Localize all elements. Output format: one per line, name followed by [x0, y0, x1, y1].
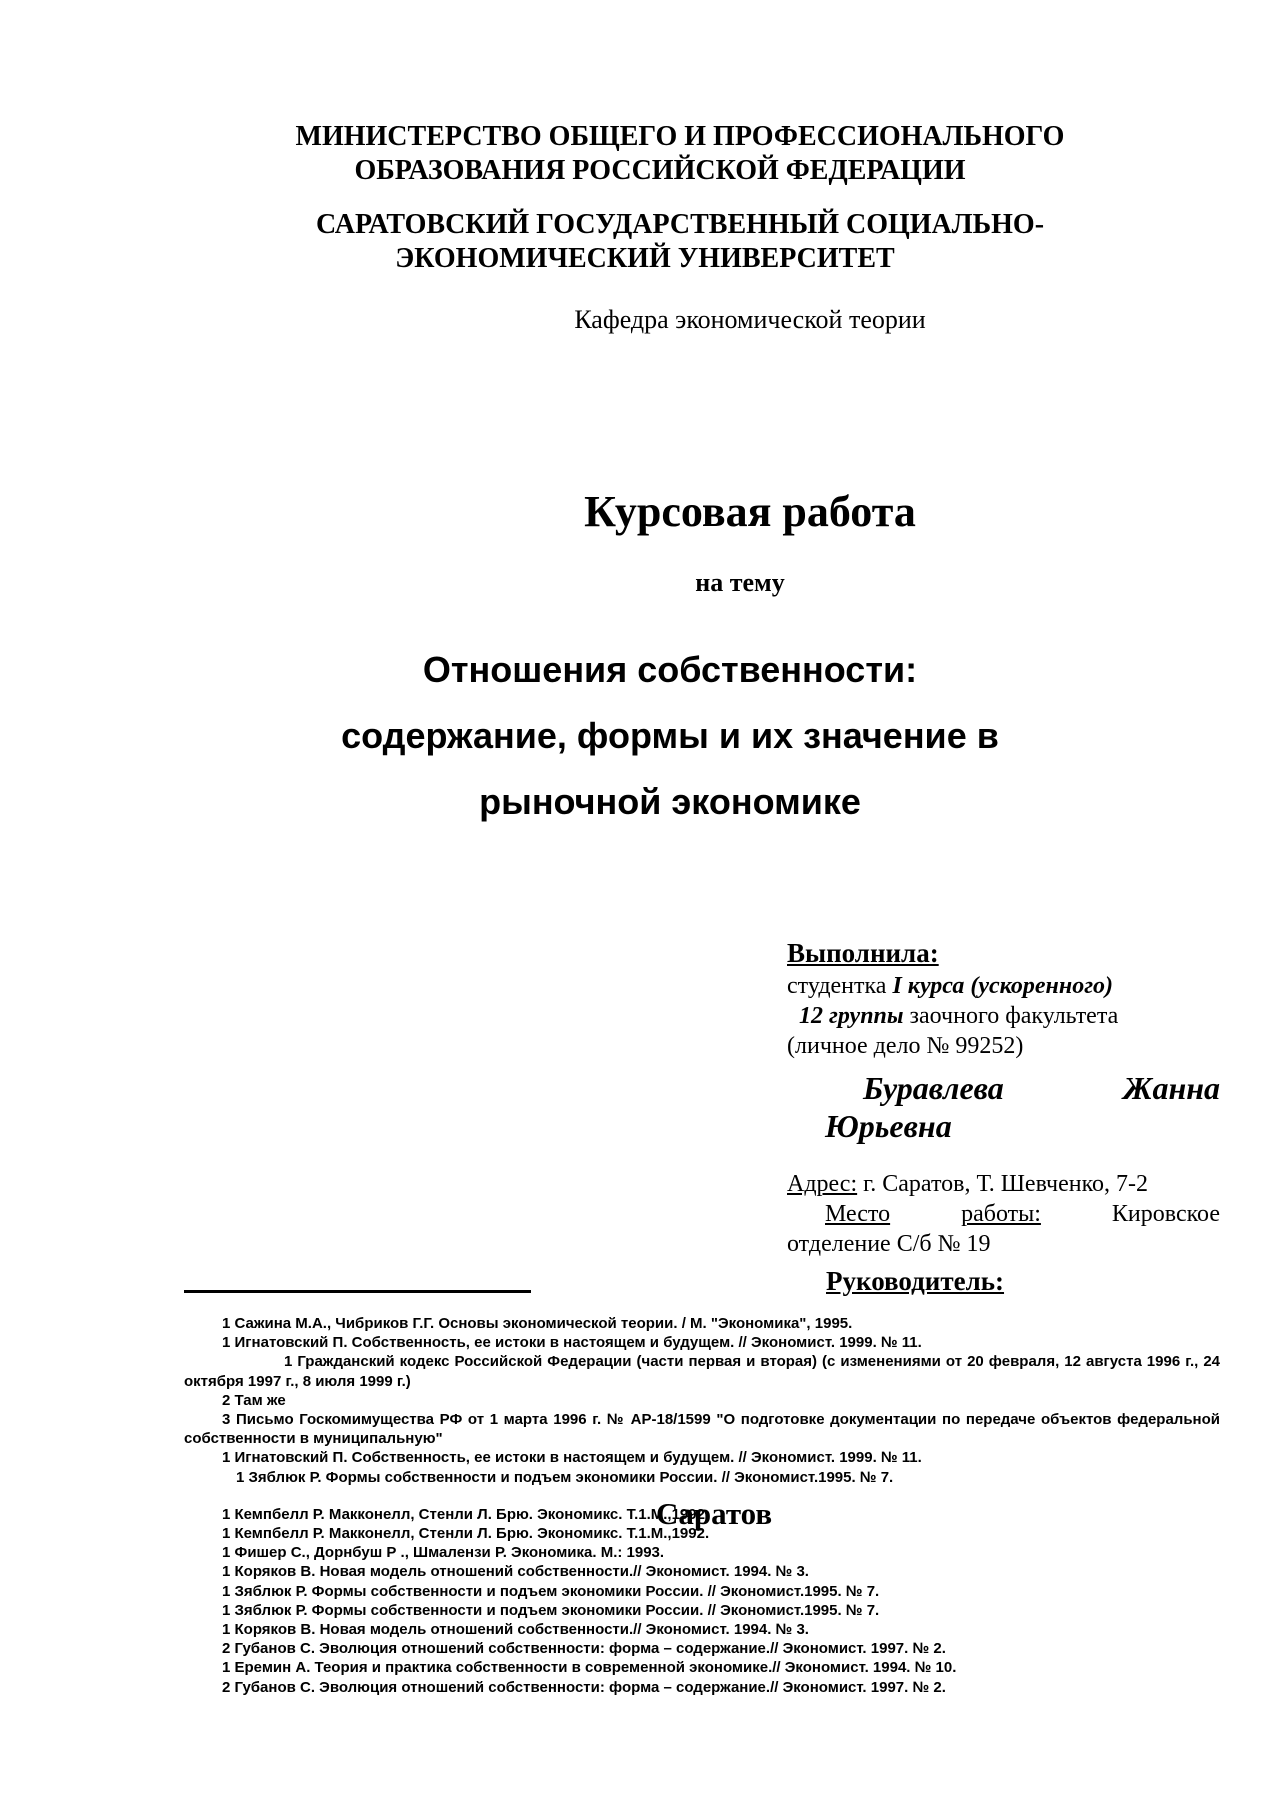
- author-surname: Буравлева: [863, 1070, 1004, 1106]
- course-value: I курса (ускоренного): [892, 973, 1114, 999]
- footnote-separator: [184, 1290, 531, 1293]
- university-heading: [180, 208, 1180, 276]
- footnote: 1 Кемпбелл Р. Макконелл, Стенли Л. Брю. Экономикс. Т.1.М.,1992.: [222, 1525, 710, 1543]
- work-label-1: Место: [825, 1201, 891, 1227]
- department-name: Кафедра экономической теории: [574, 305, 926, 334]
- topic-line-2: содержание, формы и их значение в: [341, 715, 999, 756]
- footnote: 1 Коряков В. Новая модель отношений собственности.// Экономист. 1994. № 3.: [222, 1563, 809, 1581]
- footnote: 2 Губанов С. Эволюция отношений собственности: форма – содержание.// Экономист. 1997. № 2.: [222, 1640, 946, 1658]
- footnote: 1 Еремин А. Теория и практика собственности в современной экономике.// Экономист. 1994. № 10.: [222, 1659, 957, 1677]
- author-patronymic: Юрьевна: [825, 1108, 952, 1144]
- group-value: 12 группы: [799, 1003, 904, 1029]
- footnote: 1 Сажина М.А., Чибриков Г.Г. Основы экономической теории. / М. "Экономика", 1995.: [222, 1315, 853, 1332]
- footnote: 1 Игнатовский П. Собственность, ее истоки в настоящем и будущем. // Экономист. 1999. № 11.: [222, 1449, 922, 1467]
- address-line: [787, 1169, 1220, 1199]
- author-group-line: [787, 1001, 1220, 1031]
- footnote: 1 Зяблюк Р. Формы собственности и подъем экономики России. // Экономист.1995. № 7.: [222, 1601, 880, 1619]
- footnote: 1 Фишер С., Дорнбуш Р ., Шмалензи Р. Экономика. М.: 1993.: [222, 1544, 665, 1562]
- ministry-line-1: МИНИСТЕРСТВО ОБЩЕГО И ПРОФЕССИОНАЛЬНОГО: [295, 121, 1065, 152]
- topic-line-1: Отношения собственности:: [422, 649, 918, 690]
- on-theme-label: на тему: [695, 568, 785, 597]
- ministry-line-2: ОБРАЗОВАНИЯ РОССИЙСКОЙ ФЕДЕРАЦИИ: [354, 155, 966, 186]
- footnote: 1 Зяблюк Р. Формы собственности и подъем экономики России. // Экономист.1995. № 7.: [236, 1468, 894, 1486]
- topic-title: [260, 637, 1080, 835]
- document-title: Курсовая работа: [584, 487, 916, 536]
- work-line: [787, 1199, 1220, 1229]
- author-heading: Выполнила:: [787, 938, 939, 968]
- student-prefix: студентка: [787, 973, 893, 999]
- personal-record: (личное дело № 99252): [787, 1033, 1024, 1059]
- university-line-1: САРАТОВСКИЙ ГОСУДАРСТВЕННЫЙ СОЦИАЛЬНО-: [315, 209, 1045, 240]
- address-value: г. Саратов, Т. Шевченко, 7-2: [857, 1171, 1148, 1197]
- author-first-name: Жанна: [1123, 1070, 1220, 1106]
- ministry-heading: [180, 120, 1180, 188]
- footnote: 1 Коряков В. Новая модель отношений собственности.// Экономист. 1994. № 3.: [222, 1621, 809, 1639]
- work-value-1: Кировское: [1111, 1201, 1220, 1227]
- city-label: Саратов: [656, 1496, 773, 1531]
- work-label-2: работы:: [961, 1201, 1041, 1227]
- footnote: 1 Зяблюк Р. Формы собственности и подъем экономики России. // Экономист.1995. № 7.: [222, 1582, 880, 1600]
- footnote: 2 Губанов С. Эволюция отношений собственности: форма – содержание.// Экономист. 1997. № 2.: [222, 1678, 946, 1696]
- footnote: 3 Письмо Госкомимущества РФ от 1 марта 1996 г. № АР-18/1599 "О подготовке документации по передаче объектов федеральной собственности в муниципальную": [184, 1411, 1220, 1448]
- university-line-2: ЭКОНОМИЧЕСКИЙ УНИВЕРСИТЕТ: [395, 243, 895, 274]
- supervisor-label: Руководитель:: [826, 1266, 1005, 1296]
- footnote: 1 Игнатовский П. Собственность, ее истоки в настоящем и будущем. // Экономист. 1999. № 11.: [222, 1334, 922, 1352]
- footnote: 2 Там же: [222, 1391, 286, 1409]
- footnote: 1 Кемпбелл Р. Макконелл, Стенли Л. Брю. Экономикс. Т.1.М.,1992.: [222, 1505, 710, 1523]
- author-block: [787, 935, 1220, 1259]
- topic-line-3: рыночной экономике: [479, 781, 861, 822]
- footnote: 1 Гражданский кодекс Российской Федерации (части первая и вторая) (с изменениями от 20 февраля, 12 августа 1996 г., 24 октября 1997 г., 8 июля 1999 г.): [184, 1353, 1220, 1390]
- address-label: Адрес:: [787, 1171, 858, 1197]
- author-course-line: [787, 971, 1220, 1001]
- author-name: [787, 1069, 1220, 1145]
- faculty-value: заочного факультета: [903, 1003, 1119, 1029]
- work-value-2: отделение С/б № 19: [787, 1231, 991, 1257]
